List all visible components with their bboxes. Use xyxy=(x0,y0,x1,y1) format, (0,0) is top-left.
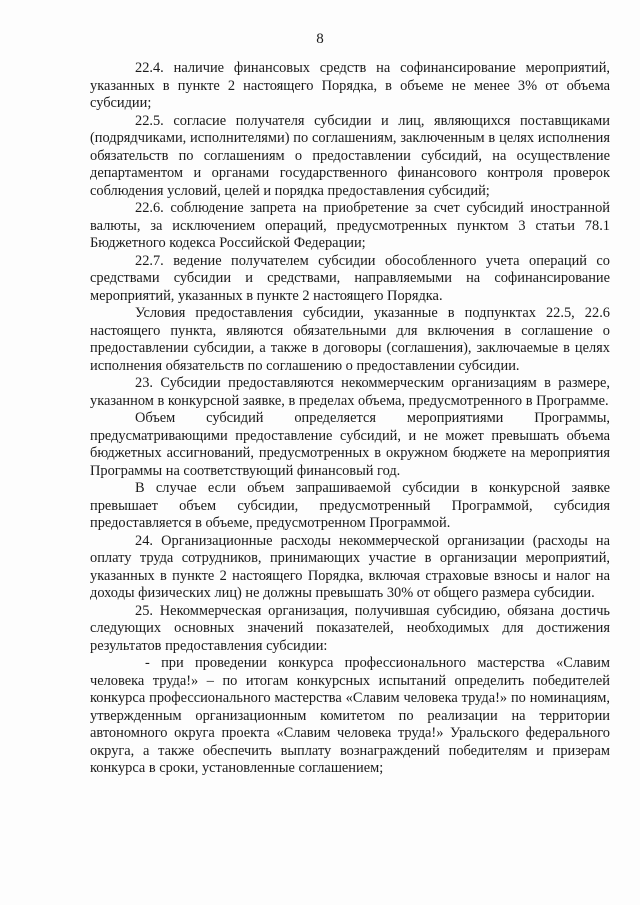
page-number: 8 xyxy=(316,31,324,47)
document-body xyxy=(90,60,610,778)
paragraph-subsidy-volume: Объем субсидий определяется мероприятиями Программы, предусматривающими предоставление субсидий, и не может превышать объема бюджетных ассигнований, предусмотренных в окружном бюджете на мероприятия Программы на соответствующий финансовый год. xyxy=(90,410,610,479)
paragraph-23: 23. Субсидии предоставляются некоммерческим организациям в размере, указанном в конкурсной заявке, в пределах объема, предусмотренного в Программе. xyxy=(90,375,610,409)
paragraph-contest-item: - при проведении конкурса профессионального мастерства «Славим человека труда!» – по итогам конкурсных испытаний определить победителей конкурса профессионального мастерства «Славим человека труда!» по номинациям, утвержденным организационным комитетом по реализации на территории автономного округа проекта «Славим человека труда!» Уральского федерального округа, а также обеспечить выплату вознаграждений победителям и призерам конкурса в сроки, установленные соглашением; xyxy=(90,655,610,776)
paragraph-22-6: 22.6. соблюдение запрета на приобретение за счет субсидий иностранной валюты, за исключением операций, предусмотренных пунктом 3 статьи 78.1 Бюджетного кодекса Российской Федерации; xyxy=(90,200,610,251)
paragraph-22-5: 22.5. согласие получателя субсидии и лиц, являющихся поставщиками (подрядчиками, исполнителями) по соглашениям, заключенным в целях исполнения обязательств по соглашениям о предоставлении субсидий, на осуществление департаментом и органами государственного финансового контроля проверок соблюдения условий, целей и порядка предоставления субсидий; xyxy=(90,112,610,199)
paragraph-conditions: Условия предоставления субсидии, указанные в подпунктах 22.5, 22.6 настоящего пункта, являются обязательными для включения в соглашение о предоставлении субсидии, а также в договоры (соглашения), заключаемые в целях исполнения обязательств по соглашению о предоставлении субсидии. xyxy=(90,305,610,374)
paragraph-25: 25. Некоммерческая организация, получившая субсидию, обязана достичь следующих основных значений показателей, необходимых для достижения результатов предоставления субсидии: xyxy=(90,602,610,654)
paragraph-22-4: 22.4. наличие финансовых средств на софинансирование мероприятий, указанных в пункте 2 настоящего Порядка, в объеме не менее 3% от объема субсидии; xyxy=(90,60,610,111)
paragraph-24: 24. Организационные расходы некоммерческой организации (расходы на оплату труда сотрудников, принимающих участие в организации мероприятий, указанных в пункте 2 настоящего Порядка, включая страховые взносы и налог на доходы физических лиц) не должны превышать 30% от общего размера субсидии. xyxy=(90,532,610,601)
paragraph-22-7: 22.7. ведение получателем субсидии обособленного учета операций со средствами субсидии и средствами, направляемыми на софинансирование мероприятий, указанных в пункте 2 настоящего Порядка. xyxy=(90,252,610,304)
paragraph-excess-request: В случае если объем запрашиваемой субсидии в конкурсной заявке превышает объем субсидии, предусмотренный Программой, субсидия предоставляется в объеме, предусмотренном Программой. xyxy=(90,480,610,531)
